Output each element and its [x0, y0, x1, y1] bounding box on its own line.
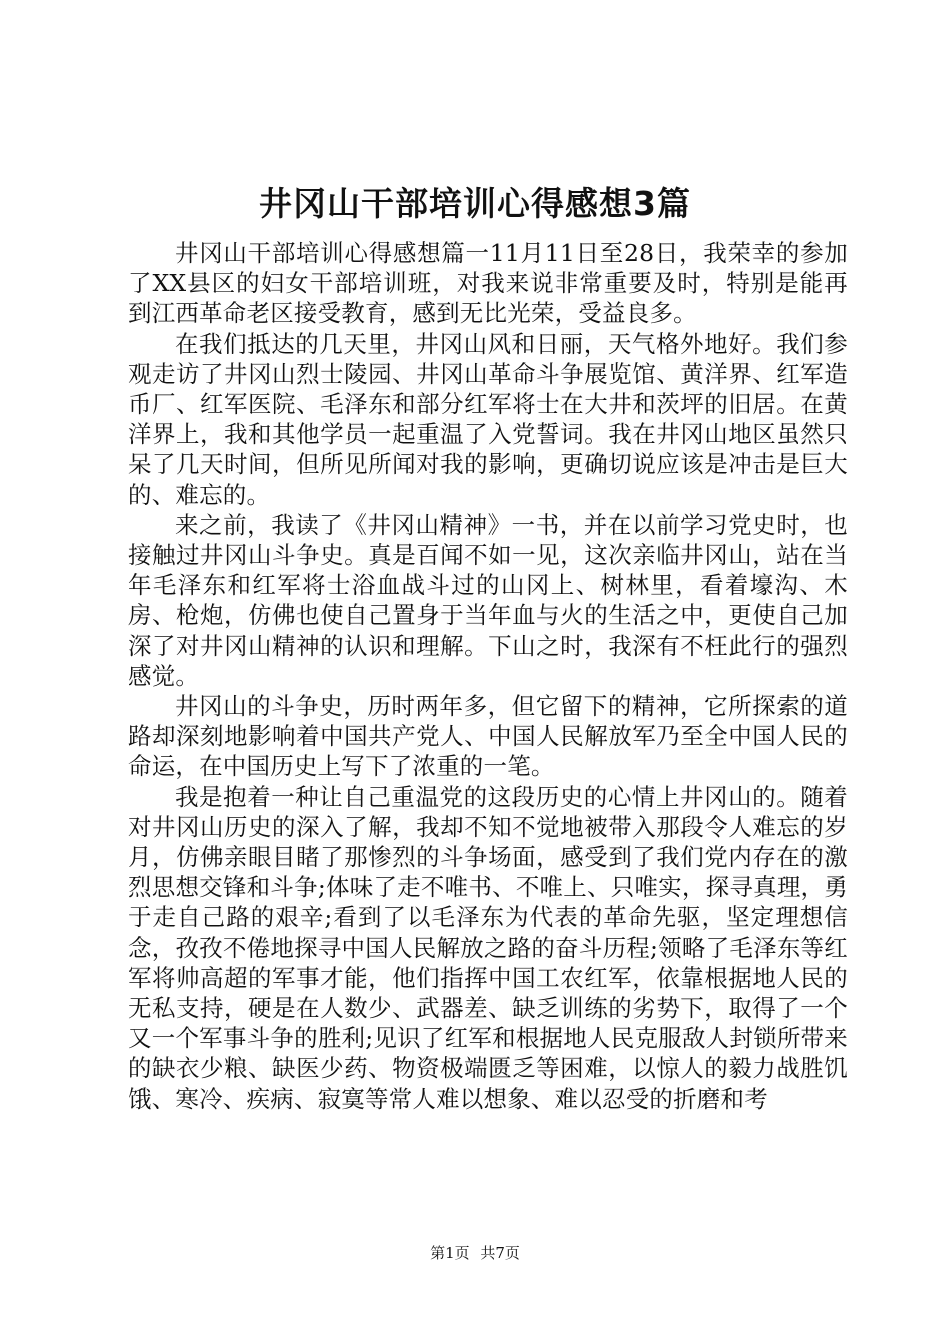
document-title: 井冈山干部培训心得感想3篇 — [259, 184, 691, 223]
page-number: 第1页 — [430, 1244, 470, 1262]
document-body — [128, 238, 848, 1114]
paragraph-4: 井冈山的斗争史，历时两年多，但它留下的精神，它所探索的道路却深刻地影响着中国共产党人、中国人民解放军乃至全中国人民的命运，在中国历史上写下了浓重的一笔。 — [128, 692, 848, 781]
page-total: 共7页 — [480, 1244, 520, 1262]
paragraph-5: 我是抱着一种让自己重温党的这段历史的心情上井冈山的。随着对井冈山历史的深入了解，我却不知不觉地被带入那段令人难忘的岁月，仿佛亲眼目睹了那惨烈的斗争场面，感受到了我们党内存在的激烈思想交锋和斗争;体味了走不唯书、不唯上、只唯实，探寻真理，勇于走自己路的艰辛;看到了以毛泽东为代表的革命先驱，坚定理想信念，孜孜不倦地探寻中国人民解放之路的奋斗历程;领略了毛泽东等红军将帅高超的军事才能，他们指挥中国工农红军，依靠根据地人民的无私支持，硬是在人数少、武器差、缺乏训练的劣势下，取得了一个又一个军事斗争的胜利;见识了红军和根据地人民克服敌人封锁所带来的缺衣少粮、缺医少药、物资极端匮乏等困难，以惊人的毅力战胜饥饿、寒冷、疾病、寂寞等常人难以想象、难以忍受的折磨和考 — [128, 782, 848, 1113]
paragraph-3: 来之前，我读了《井冈山精神》一书，并在以前学习党史时，也接触过井冈山斗争史。真是百闻不如一见，这次亲临井冈山，站在当年毛泽东和红军将士浴血战斗过的山冈上、树林里，看着壕沟、木房、枪炮，仿佛也使自己置身于当年血与火的生活之中，更使自己加深了对井冈山精神的认识和理解。下山之时，我深有不枉此行的强烈感觉。 — [128, 510, 848, 690]
paragraph-1: 井冈山干部培训心得感想篇一11月11日至28日，我荣幸的参加了XX县区的妇女干部培训班，对我来说非常重要及时，特别是能再到江西革命老区接受教育，感到无比光荣，受益良多。 — [128, 239, 848, 328]
page-footer — [0, 1243, 950, 1263]
paragraph-2: 在我们抵达的几天里，井冈山风和日丽，天气格外地好。我们参观走访了井冈山烈士陵园、井冈山革命斗争展览馆、黄洋界、红军造币厂、红军医院、毛泽东和部分红军将士在大井和茨坪的旧居。在黄洋界上，我和其他学员一起重温了入党誓词。我在井冈山地区虽然只呆了几天时间，但所见所闻对我的影响，更确切说应该是冲击是巨大的、难忘的。 — [128, 329, 848, 509]
